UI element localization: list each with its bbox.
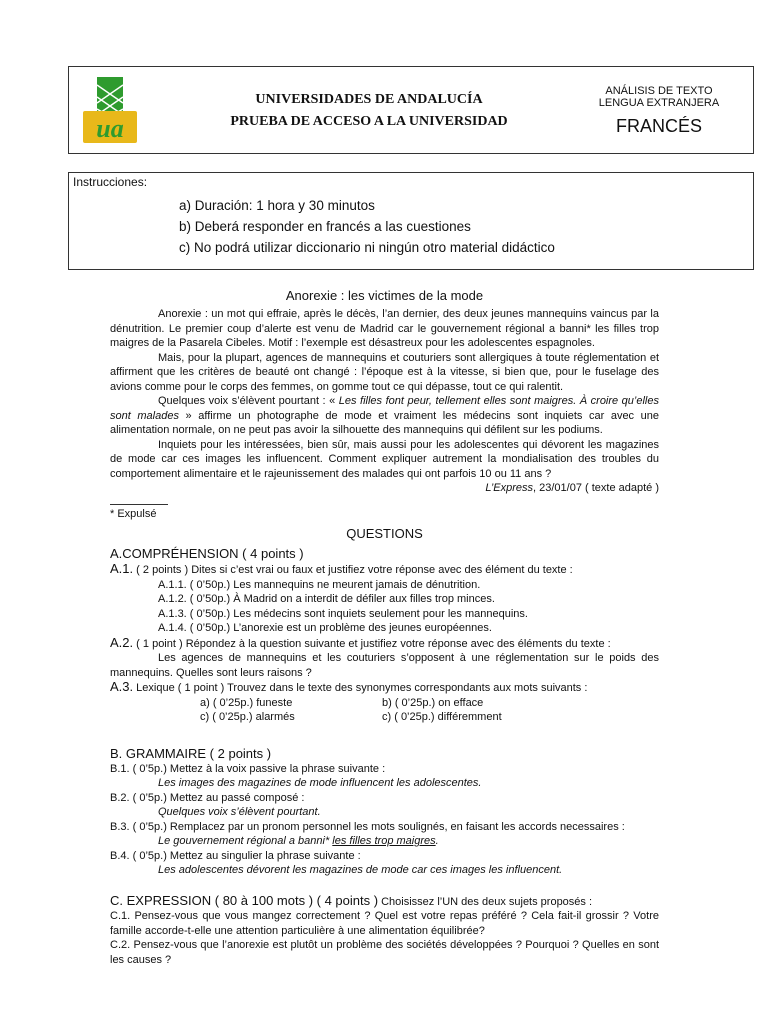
section-b-title: B. GRAMMAIRE ( 2 points ) — [110, 745, 272, 761]
article-paragraph: Anorexie : un mot qui effraie, après le décès, l’an dernier, des deux jeunes mannequins vaincus par la dénutrition. Le premier coup d’alerte est venu de Madrid car le gouvernement régional a banni* les filles trop maigres de la Pasarela Cibeles. Motif : l’exemple est désastreux pour les adolescentes espagnoles. — [110, 308, 659, 349]
footnote-rule — [110, 504, 168, 505]
article — [110, 287, 659, 496]
section-c-title: C. EXPRESSION ( 80 à 100 mots ) ( 4 points ) Choisissez l’UN des deux sujets proposés : — [110, 892, 593, 908]
instruction-item: c) No podrá utilizar diccionario ni ningún otro material didáctico — [179, 240, 555, 255]
list-item: A.1.4. ( 0’50p.) L’anorexie est un problème des jeunes européennes. — [158, 622, 492, 634]
subject-line-2: LENGUA EXTRANJERA — [598, 97, 720, 109]
questions-title: QUESTIONS — [346, 526, 423, 541]
instructions-list — [179, 195, 555, 258]
question-b4: B.4. ( 0’5p.) Mettez au singulier la phrase suivante : — [110, 849, 361, 862]
subject-line-1: ANÁLISIS DE TEXTO — [605, 85, 713, 97]
instruction-item: b) Deberá responder en francés a las cuestiones — [179, 219, 471, 234]
section-a-title: A.COMPRÉHENSION ( 4 points ) — [110, 546, 304, 561]
article-source: L’Express, 23/01/07 ( texte adapté ) — [485, 482, 659, 494]
question-a1: A.1. ( 2 points ) Dites si c’est vrai ou faux et justifiez votre réponse avec des élément du texte : — [110, 561, 573, 576]
questions-section — [110, 525, 659, 967]
question-c2: C.2. Pensez-vous que l’anorexie est plutôt un problème des sociétés développées ? Pourquoi ? Quelles en sont les causes ? — [110, 939, 659, 966]
question-a2-text: Les agences de mannequins et les couturiers s’opposent à une réglementation sur le poids des mannequins. Quelles sont leurs raisons ? — [110, 652, 659, 679]
list-item: A.1.3. ( 0’50p.) Les médecins sont inquiets seulement pour les mannequins. — [158, 607, 528, 620]
university-logo — [81, 75, 139, 145]
question-b2: B.2. ( 0’5p.) Mettez au passé composé : — [110, 791, 305, 804]
university-name: UNIVERSIDADES DE ANDALUCÍA — [255, 92, 483, 107]
vocab-item: a) ( 0’25p.) funeste — [200, 696, 293, 709]
question-a2: A.2. ( 1 point ) Répondez à la question suivante et justifiez votre réponse avec des éléments du texte : — [110, 634, 611, 650]
article-paragraph: Inquiets pour les intéressées, bien sûr, mais aussi pour les adolescentes qui dévorent les magazines de mode car ces images les influencent. Comment expliquer autrement la mondialisation des troubles du comportement alimentaire et le rajeunissement des malades qui ont parfois 10 ou 11 ans ? — [110, 438, 659, 480]
instruction-item: a) Duración: 1 hora y 30 minutos — [179, 198, 375, 213]
question-b1: B.1. ( 0’5p.) Mettez à la voix passive la phrase suivante : — [110, 762, 386, 775]
vocab-item: c) ( 0’25p.) alarmés — [200, 711, 295, 723]
question-b3: B.3. ( 0’5p.) Remplacez par un pronom personnel les mots soulignés, en faisant les accords necessaires : — [110, 820, 625, 833]
sentence: Le gouvernement régional a banni* les filles trop maigres. — [158, 835, 439, 847]
question-c1: C.1. Pensez-vous que vous mangez correctement ? Quel est votre repas préféré ? Cela fait-il grossir ? Votre famille accorde-t-elle une attention particulière à une alimentation équilibrée? — [110, 910, 659, 937]
article-title: Anorexie : les victimes de la mode — [285, 288, 484, 303]
article-paragraph: Mais, pour la plupart, agences de mannequins et couturiers sont allergiques à toute réglementation et affirment que les critères de beauté ont changé : l’époque est à la vitesse, si bien que, pour le fuselage des avions comme pour le corps des femmes, on gomme tout ce qui dépasse, tout ce qui ralentit. — [110, 351, 659, 393]
header-titles — [219, 89, 519, 133]
vocab-item: b) ( 0’25p.) on efface — [382, 696, 484, 709]
instructions-title: Instrucciones: — [73, 175, 148, 189]
sentence: Quelques voix s’élèvent pourtant. — [158, 806, 321, 818]
list-item: A.1.2. ( 0’50p.) À Madrid on a interdit de défiler aux filles trop minces. — [158, 593, 495, 605]
vocab-grid — [200, 696, 659, 725]
article-paragraph: Quelques voix s’élèvent pourtant : « Les filles font peur, tellement elles sont maigres. À croire qu’elles sont malades » affirme un photographe de mode et vraiment les médecins sont inquiets car avec une alimentation normale, on ne peut pas avoir la silhouette des mannequins qui défilent sur les podiums. — [110, 395, 659, 436]
exam-name: PRUEBA DE ACCESO A LA UNIVERSIDAD — [230, 114, 508, 129]
question-list — [110, 578, 659, 636]
footnote-text: * Expulsé — [110, 508, 157, 520]
vocab-item: c) ( 0’25p.) différemment — [382, 711, 502, 723]
subject-block — [579, 85, 739, 137]
quote: Les filles font peur, tellement elles sont maigres. À croire qu’elles sont malades — [110, 395, 659, 422]
exam-header — [68, 66, 754, 154]
sentence: Les adolescentes dévorent les magazines de mode car ces images les influencent. — [158, 864, 563, 876]
svg-text:ua: ua — [96, 114, 124, 143]
instructions-box — [68, 172, 754, 270]
list-item: A.1.1. ( 0’50p.) Les mannequins ne meurent jamais de dénutrition. — [158, 578, 481, 591]
sentence: Les images des magazines de mode influencent les adolescentes. — [158, 777, 482, 789]
footnote — [110, 504, 168, 522]
language-title: FRANCÉS — [615, 116, 702, 136]
question-a3: A.3. Lexique ( 1 point ) Trouvez dans le texte des synonymes correspondants aux mots suivants : — [110, 679, 588, 694]
